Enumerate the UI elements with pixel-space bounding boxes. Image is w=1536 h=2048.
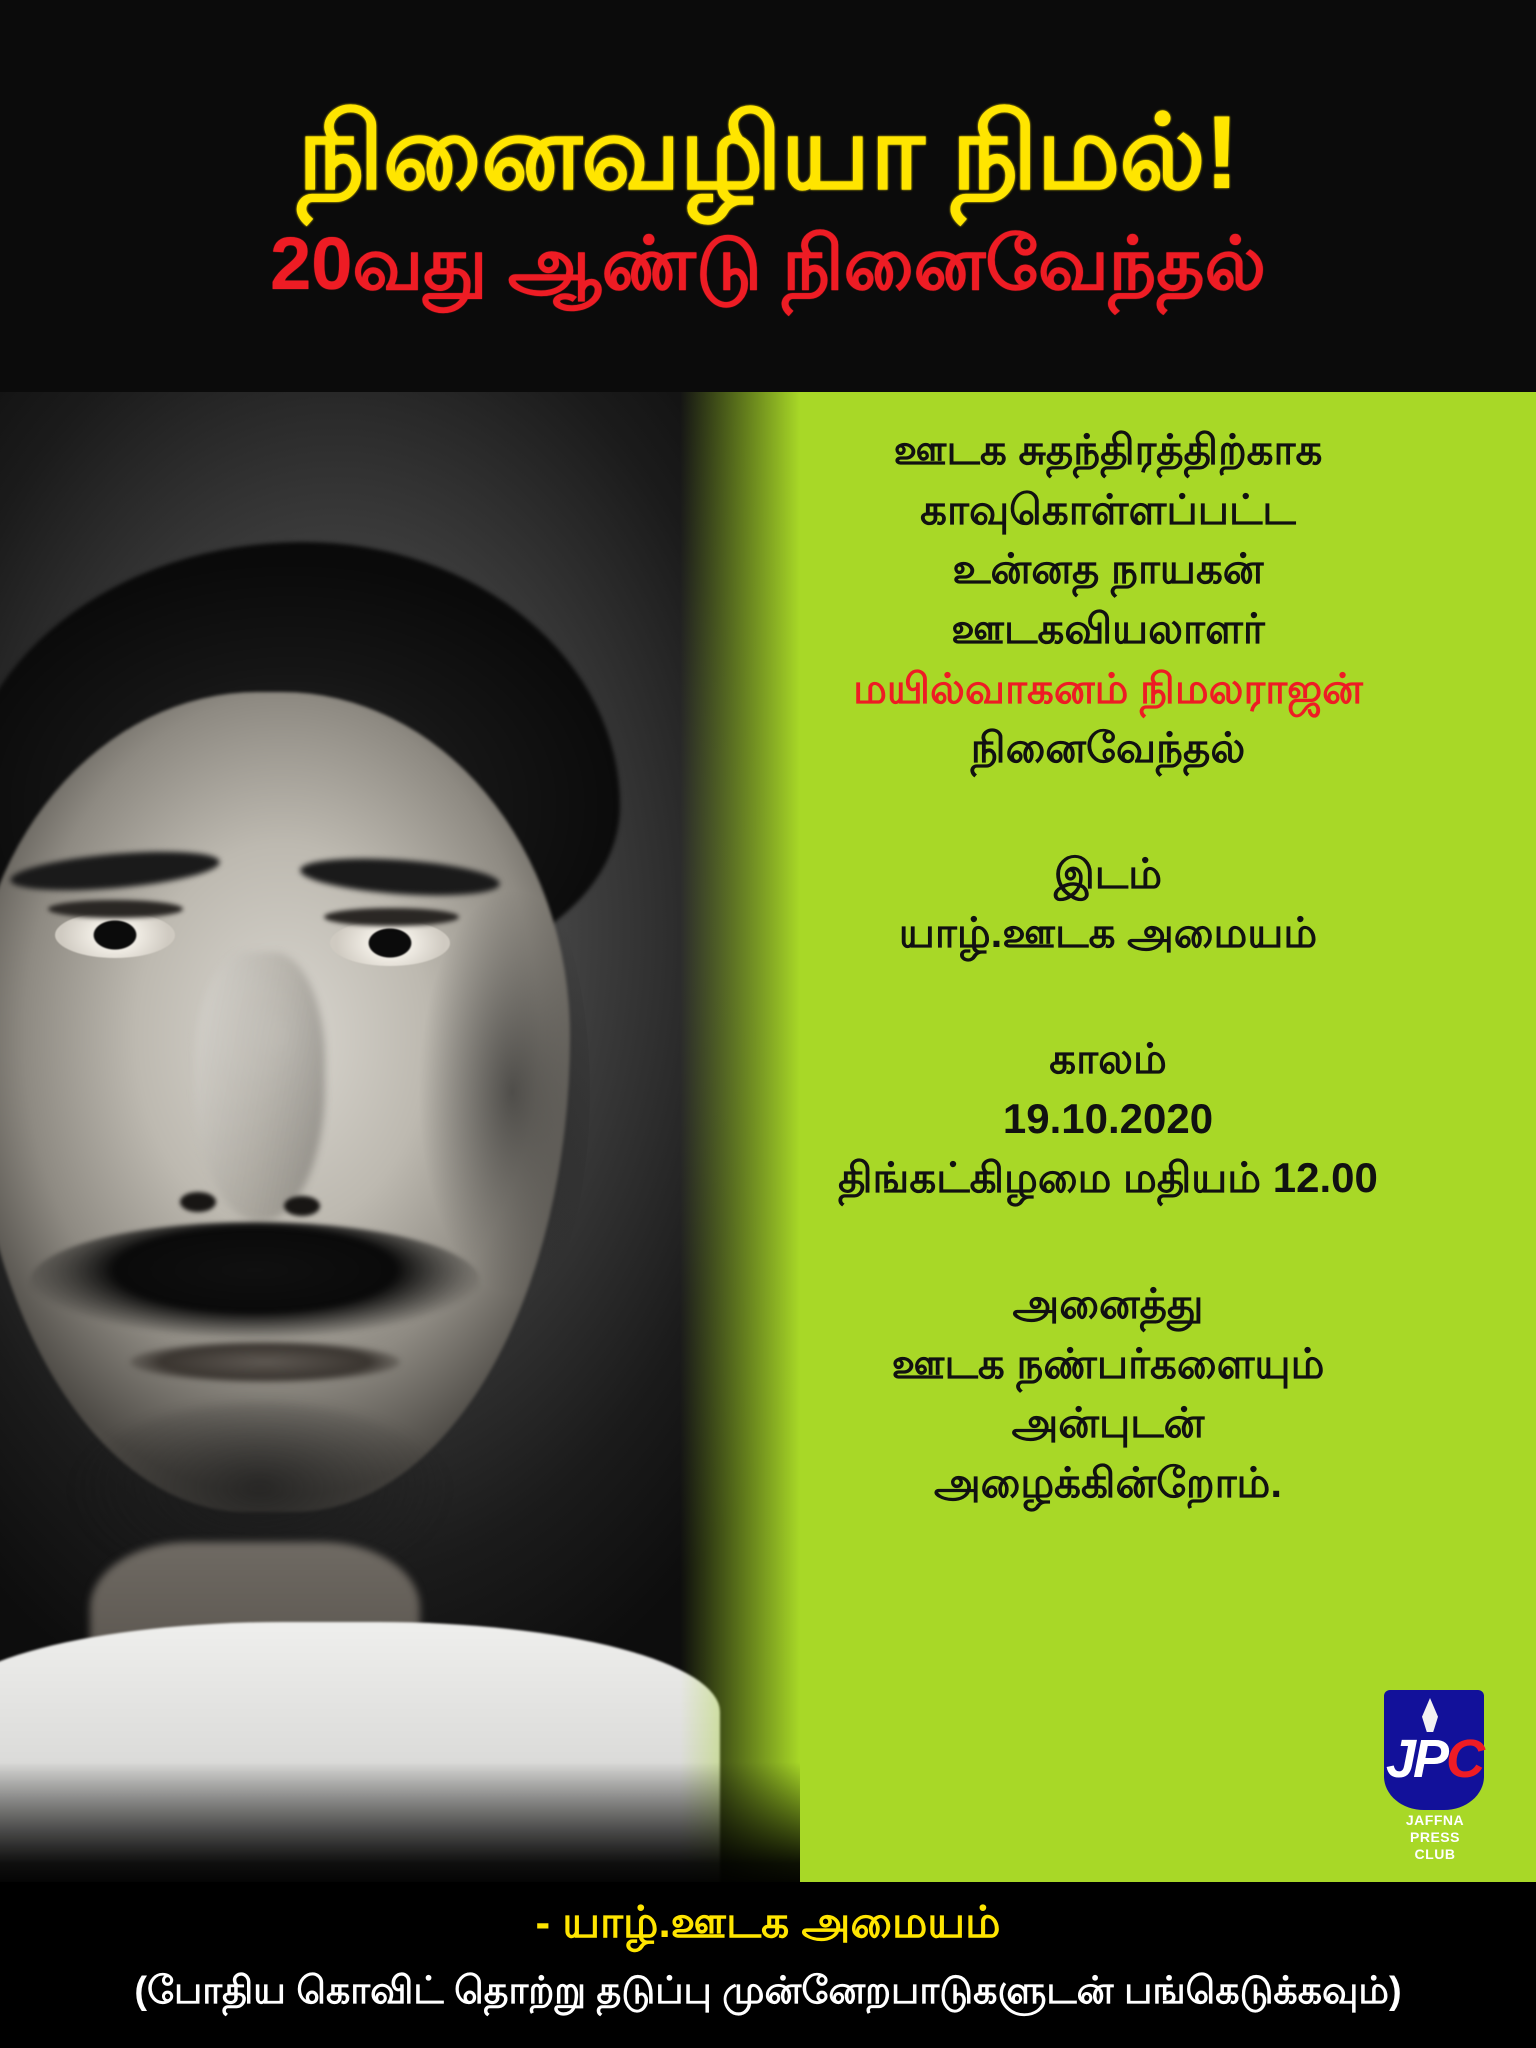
poster-text-column (700, 392, 1536, 1882)
time-block (720, 1029, 1496, 1208)
venue-block (720, 844, 1496, 963)
poster-footer (0, 1882, 1536, 2048)
logo-monogram-jp: JP (1385, 1729, 1447, 1789)
logo-monogram-c: C (1446, 1729, 1483, 1789)
invite-line-1: அனைத்து (1012, 1279, 1204, 1327)
photo-left-eye (55, 912, 175, 958)
invite-line-3: அன்புடன் (1011, 1399, 1205, 1447)
intro-line-3: உன்னத நாயகன் (952, 545, 1264, 593)
invitation-block (720, 1274, 1496, 1513)
remembrance-word: நினைவேந்தல் (970, 724, 1246, 772)
logo-caption-line-2: PRESS (1410, 1829, 1460, 1846)
venue-label: இடம் (1053, 849, 1163, 897)
invite-line-2: ஊடக நண்பர்களையும் (891, 1339, 1325, 1387)
poster-title: நினைவழியா நிமல்! (297, 95, 1239, 212)
jaffna-press-club-logo (1376, 1690, 1494, 1862)
portrait-photo (0, 392, 800, 1892)
photo-right-eye (330, 920, 450, 966)
photo-lips (130, 1342, 400, 1382)
intro-block (720, 420, 1496, 778)
logo-caption-line-1: JAFFNA (1405, 1812, 1465, 1828)
time-label: காலம் (1049, 1035, 1167, 1082)
footer-organizer: - யாழ்.ஊடக அமையம் (535, 1898, 1001, 1947)
intro-line-2: காவுகொள்ளப்பட்ட (920, 485, 1296, 533)
photo-bottom-fade (0, 1762, 800, 1892)
intro-line-4: ஊடகவியலாளர் (951, 604, 1265, 652)
spacer-3 (720, 1208, 1496, 1274)
spacer-1 (720, 778, 1496, 844)
event-date: 19.10.2020 (1002, 1094, 1214, 1142)
photo-moustache (30, 1222, 480, 1342)
poster-header (0, 0, 1536, 392)
spacer-2 (720, 963, 1496, 1029)
photo-right-nostril (284, 1196, 320, 1216)
invite-line-4: அழைக்கின்றோம். (933, 1458, 1283, 1506)
photo-left-eyelid (48, 900, 183, 918)
logo-monogram (1384, 1724, 1484, 1794)
photo-left-nostril (180, 1192, 216, 1212)
footer-covid-notice: (போதிய கொவிட் தொற்று தடுப்பு முன்னேறபாடுகளுடன் பங்கெடுக்கவும்) (134, 1970, 1402, 2012)
photo-nose (195, 952, 325, 1222)
logo-caption (1376, 1812, 1494, 1863)
venue-value: யாழ்.ஊடக அமையம் (898, 909, 1318, 957)
intro-line-1: ஊடக சுதந்திரத்திற்காக (893, 426, 1323, 473)
poster-subtitle: 20வது ஆண்டு நினைவேந்தல் (270, 222, 1266, 306)
photo-right-eyelid (324, 908, 459, 926)
logo-caption-line-3: CLUB (1414, 1846, 1456, 1863)
event-time: திங்கட்கிழமை மதியம் 12.00 (838, 1154, 1378, 1202)
honoree-name: மயில்வாகனம் நிமலராஜன் (853, 664, 1363, 712)
